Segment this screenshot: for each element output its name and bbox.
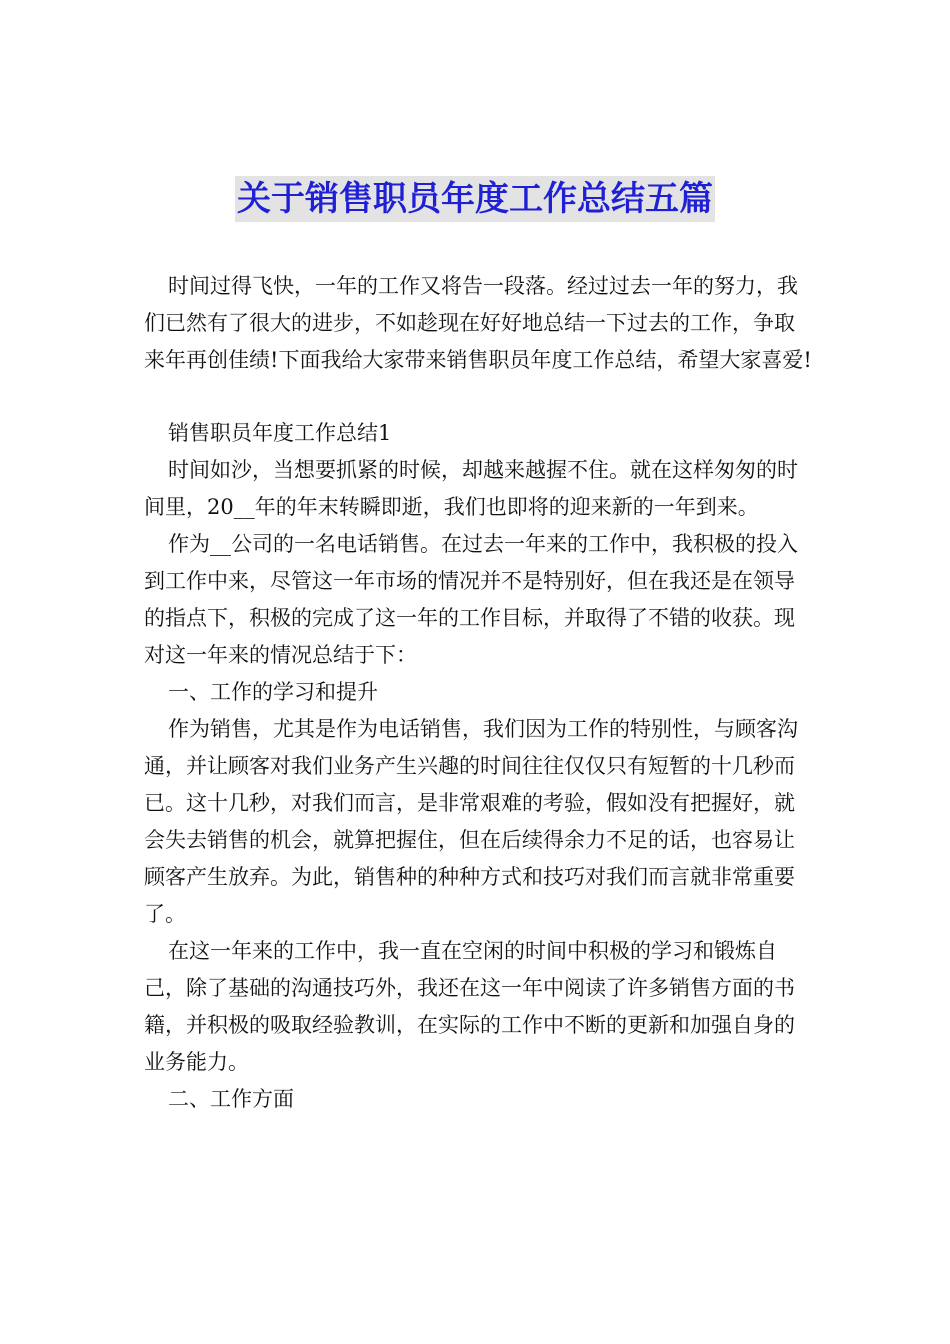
document-title: 关于销售职员年度工作总结五篇 [235, 176, 715, 222]
paragraph: 作为__公司的一名电话销售。在过去一年来的工作中，我积极的投入到工作中来，尽管这一年市场的情况并不是特别好，但在我还是在领导的指点下，积极的完成了这一年的工作目标，并取得了不错的收获。现对这一年来的情况总结于下： [144, 532, 798, 667]
document-body [144, 268, 814, 1118]
paragraph-spacer [144, 379, 814, 415]
title-container [0, 176, 950, 222]
subheading: 二、工作方面 [168, 1087, 294, 1111]
subheading: 一、工作的学习和提升 [168, 680, 378, 704]
paragraph: 作为销售，尤其是作为电话销售，我们因为工作的特别性，与顾客沟通，并让顾客对我们业务产生兴趣的时间往往仅仅只有短暂的十几秒而已。这十几秒，对我们而言，是非常艰难的考验，假如没有把握好，就会失去销售的机会，就算把握住，但在后续得余力不足的话，也容易让顾客产生放弃。为此，销售种的种种方式和技巧对我们而言就非常重要了。 [144, 717, 798, 926]
paragraph: 时间如沙，当想要抓紧的时候，却越来越握不住。就在这样匆匆的时间里，20__年的年末转瞬即逝，我们也即将的迎来新的一年到来。 [144, 458, 798, 519]
paragraph: 在这一年来的工作中，我一直在空闲的时间中积极的学习和锻炼自己，除了基础的沟通技巧外，我还在这一年中阅读了许多销售方面的书籍，并积极的吸取经验教训，在实际的工作中不断的更新和加强自身的业务能力。 [144, 939, 795, 1074]
section-heading: 销售职员年度工作总结1 [168, 421, 392, 445]
intro-paragraph: 时间过得飞快，一年的工作又将告一段落。经过过去一年的努力，我们已然有了很大的进步，不如趁现在好好地总结一下过去的工作，争取来年再创佳绩!下面我给大家带来销售职员年度工作总结，希望大家喜爱! [144, 274, 812, 372]
